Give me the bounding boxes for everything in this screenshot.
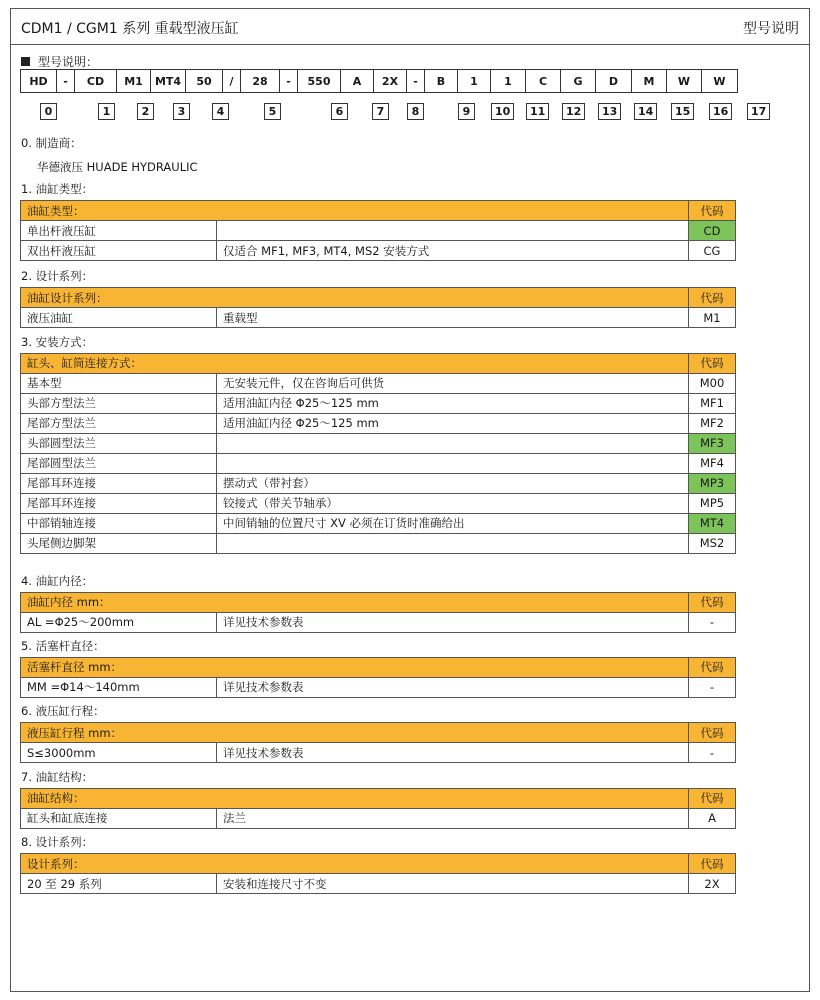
code-column-header: 代码 bbox=[689, 288, 736, 308]
code-column-header: 代码 bbox=[689, 353, 736, 373]
row-name: 尾部圆型法兰 bbox=[21, 453, 217, 473]
table-header-row bbox=[21, 723, 736, 743]
model-code-cell: M1 bbox=[116, 69, 151, 93]
code-index-box: 8 bbox=[407, 103, 424, 120]
row-code: MS2 bbox=[689, 533, 736, 553]
row-name: 头部方型法兰 bbox=[21, 393, 217, 413]
model-code-cell: 50 bbox=[185, 69, 223, 93]
code-column-header: 代码 bbox=[689, 657, 736, 677]
code-column-header: 代码 bbox=[689, 788, 736, 808]
table-row bbox=[21, 493, 736, 513]
row-name: 中部销轴连接 bbox=[21, 513, 217, 533]
code-index-box: 0 bbox=[40, 103, 57, 120]
section-heading: 0. 制造商： bbox=[21, 136, 82, 150]
code-index-box: 4 bbox=[212, 103, 229, 120]
spec-table bbox=[20, 788, 736, 829]
manufacturer-name: 华德液压 HUADE HYDRAULIC bbox=[37, 160, 198, 174]
model-code-cell: B bbox=[424, 69, 458, 93]
row-code: MP5 bbox=[689, 493, 736, 513]
table-row bbox=[21, 413, 736, 433]
code-index-box: 5 bbox=[264, 103, 281, 120]
table-row bbox=[21, 743, 736, 763]
model-code-cell: D bbox=[595, 69, 632, 93]
table-row bbox=[21, 513, 736, 533]
code-column-header: 代码 bbox=[689, 201, 736, 221]
table-row bbox=[21, 308, 736, 328]
row-description: 安装和连接尺寸不变 bbox=[217, 874, 689, 894]
code-index-box: 13 bbox=[598, 103, 621, 120]
table-row bbox=[21, 612, 736, 632]
code-column-header: 代码 bbox=[689, 854, 736, 874]
row-name: S≤3000mm bbox=[21, 743, 217, 763]
table-header-row bbox=[21, 288, 736, 308]
row-code: A bbox=[689, 808, 736, 828]
row-code: MF2 bbox=[689, 413, 736, 433]
row-code: MF4 bbox=[689, 453, 736, 473]
row-description bbox=[217, 453, 689, 473]
table-header-row bbox=[21, 788, 736, 808]
table-row bbox=[21, 373, 736, 393]
row-name: 尾部耳环连接 bbox=[21, 473, 217, 493]
spec-table bbox=[20, 592, 736, 633]
model-code-cell: 1 bbox=[457, 69, 491, 93]
model-code-cell: - bbox=[279, 69, 298, 93]
row-name: 单出杆液压缸 bbox=[21, 221, 217, 241]
code-column-header: 代码 bbox=[689, 723, 736, 743]
row-name: AL =Φ25～200mm bbox=[21, 612, 217, 632]
table-title: 液压缸行程 mm： bbox=[21, 723, 689, 743]
spec-table bbox=[20, 200, 736, 261]
table-row bbox=[21, 433, 736, 453]
code-index-box: 9 bbox=[458, 103, 475, 120]
model-code-cell: A bbox=[340, 69, 374, 93]
table-row bbox=[21, 241, 736, 261]
section-heading: 6. 液压缸行程： bbox=[21, 704, 105, 719]
spec-table bbox=[20, 853, 736, 894]
code-column-header: 代码 bbox=[689, 592, 736, 612]
table-row bbox=[21, 393, 736, 413]
row-code: - bbox=[689, 612, 736, 632]
row-code: - bbox=[689, 677, 736, 697]
code-index-box: 10 bbox=[491, 103, 514, 120]
page-section-label: 型号说明 bbox=[743, 21, 799, 37]
row-description bbox=[217, 533, 689, 553]
table-row bbox=[21, 221, 736, 241]
row-description: 详见技术参数表 bbox=[217, 677, 689, 697]
row-name: 基本型 bbox=[21, 373, 217, 393]
section-heading: 8. 设计系列： bbox=[21, 835, 94, 850]
code-index-box: 3 bbox=[173, 103, 190, 120]
model-code-cell: 550 bbox=[297, 69, 341, 93]
model-code-cell: MT4 bbox=[150, 69, 186, 93]
code-index-box: 2 bbox=[137, 103, 154, 120]
model-code-cell: 28 bbox=[240, 69, 280, 93]
code-index-box: 14 bbox=[634, 103, 657, 120]
table-title: 油缸类型： bbox=[21, 201, 689, 221]
table-row bbox=[21, 874, 736, 894]
model-code-cell: CD bbox=[74, 69, 117, 93]
table-title: 油缸内径 mm： bbox=[21, 592, 689, 612]
row-code: CG bbox=[689, 241, 736, 261]
row-name: 20 至 29 系列 bbox=[21, 874, 217, 894]
model-code-cell: 1 bbox=[490, 69, 526, 93]
row-description: 中间销轴的位置尺寸 XV 必须在订货时准确给出 bbox=[217, 513, 689, 533]
model-code-cell: W bbox=[701, 69, 738, 93]
row-name: 尾部方型法兰 bbox=[21, 413, 217, 433]
table-title: 缸头、缸筒连接方式： bbox=[21, 353, 689, 373]
row-description: 铰接式（带关节轴承） bbox=[217, 493, 689, 513]
table-header-row bbox=[21, 657, 736, 677]
model-heading bbox=[21, 53, 98, 70]
model-heading-text: 型号说明： bbox=[38, 55, 99, 69]
table-row bbox=[21, 808, 736, 828]
row-description bbox=[217, 433, 689, 453]
section-heading: 2. 设计系列： bbox=[21, 269, 94, 284]
model-code-cell: 2X bbox=[373, 69, 407, 93]
row-description: 详见技术参数表 bbox=[217, 612, 689, 632]
table-row bbox=[21, 453, 736, 473]
code-index-box: 7 bbox=[372, 103, 389, 120]
row-name: 头部圆型法兰 bbox=[21, 433, 217, 453]
code-index-box: 16 bbox=[709, 103, 732, 120]
table-header-row bbox=[21, 353, 736, 373]
model-code-cell: - bbox=[406, 69, 425, 93]
table-title: 设计系列： bbox=[21, 854, 689, 874]
model-code-cell: G bbox=[560, 69, 596, 93]
code-index-box: 11 bbox=[526, 103, 549, 120]
table-title: 油缸结构： bbox=[21, 788, 689, 808]
spec-table bbox=[20, 657, 736, 698]
code-index-box: 1 bbox=[98, 103, 115, 120]
section-heading: 7. 油缸结构： bbox=[21, 769, 94, 784]
page-frame bbox=[10, 8, 810, 992]
row-code: MF1 bbox=[689, 393, 736, 413]
section-heading: 4. 油缸内径： bbox=[21, 573, 94, 588]
table-title: 油缸设计系列： bbox=[21, 288, 689, 308]
table-header-row bbox=[21, 592, 736, 612]
model-code-cell: C bbox=[525, 69, 561, 93]
row-description: 适用油缸内径 Φ25～125 mm bbox=[217, 413, 689, 433]
row-code: M1 bbox=[689, 308, 736, 328]
table-header-row bbox=[21, 201, 736, 221]
row-description: 详见技术参数表 bbox=[217, 743, 689, 763]
row-code: MT4 bbox=[689, 513, 736, 533]
row-name: 头尾侧边脚架 bbox=[21, 533, 217, 553]
code-index-box: 12 bbox=[562, 103, 585, 120]
section-heading: 5. 活塞杆直径： bbox=[21, 638, 105, 653]
row-description: 仅适合 MF1, MF3, MT4, MS2 安装方式 bbox=[217, 241, 689, 261]
section-heading: 1. 油缸类型： bbox=[21, 182, 94, 196]
row-code: - bbox=[689, 743, 736, 763]
page-title: CDM1 / CGM1 系列 重载型液压缸 bbox=[21, 21, 239, 37]
row-name: 缸头和缸底连接 bbox=[21, 808, 217, 828]
row-code: MP3 bbox=[689, 473, 736, 493]
model-code-row bbox=[20, 69, 737, 93]
row-description: 法兰 bbox=[217, 808, 689, 828]
section-heading: 3. 安装方式： bbox=[21, 334, 94, 349]
table-row bbox=[21, 677, 736, 697]
table-title: 活塞杆直径 mm： bbox=[21, 657, 689, 677]
model-code-cell: W bbox=[666, 69, 702, 93]
row-description bbox=[217, 221, 689, 241]
model-code-cell: / bbox=[222, 69, 241, 93]
spec-table bbox=[20, 287, 736, 328]
spec-table bbox=[20, 353, 736, 554]
row-name: 双出杆液压缸 bbox=[21, 241, 217, 261]
code-index-box: 15 bbox=[671, 103, 694, 120]
row-name: 尾部耳环连接 bbox=[21, 493, 217, 513]
square-bullet-icon bbox=[21, 57, 30, 66]
model-code-cell: M bbox=[631, 69, 667, 93]
model-code-cell: - bbox=[56, 69, 75, 93]
row-description: 摆动式（带衬套） bbox=[217, 473, 689, 493]
code-index-box: 17 bbox=[747, 103, 770, 120]
table-header-row bbox=[21, 854, 736, 874]
row-description: 适用油缸内径 Φ25～125 mm bbox=[217, 393, 689, 413]
model-code-cell: HD bbox=[20, 69, 57, 93]
row-code: M00 bbox=[689, 373, 736, 393]
row-description: 重载型 bbox=[217, 308, 689, 328]
table-row bbox=[21, 473, 736, 493]
table-row bbox=[21, 533, 736, 553]
row-description: 无安装元件，仅在咨询后可供货 bbox=[217, 373, 689, 393]
spec-table bbox=[20, 722, 736, 763]
row-code: CD bbox=[689, 221, 736, 241]
row-code: 2X bbox=[689, 874, 736, 894]
row-name: 液压油缸 bbox=[21, 308, 217, 328]
row-name: MM =Φ14～140mm bbox=[21, 677, 217, 697]
code-index-box: 6 bbox=[331, 103, 348, 120]
page-header bbox=[11, 9, 809, 45]
row-code: MF3 bbox=[689, 433, 736, 453]
